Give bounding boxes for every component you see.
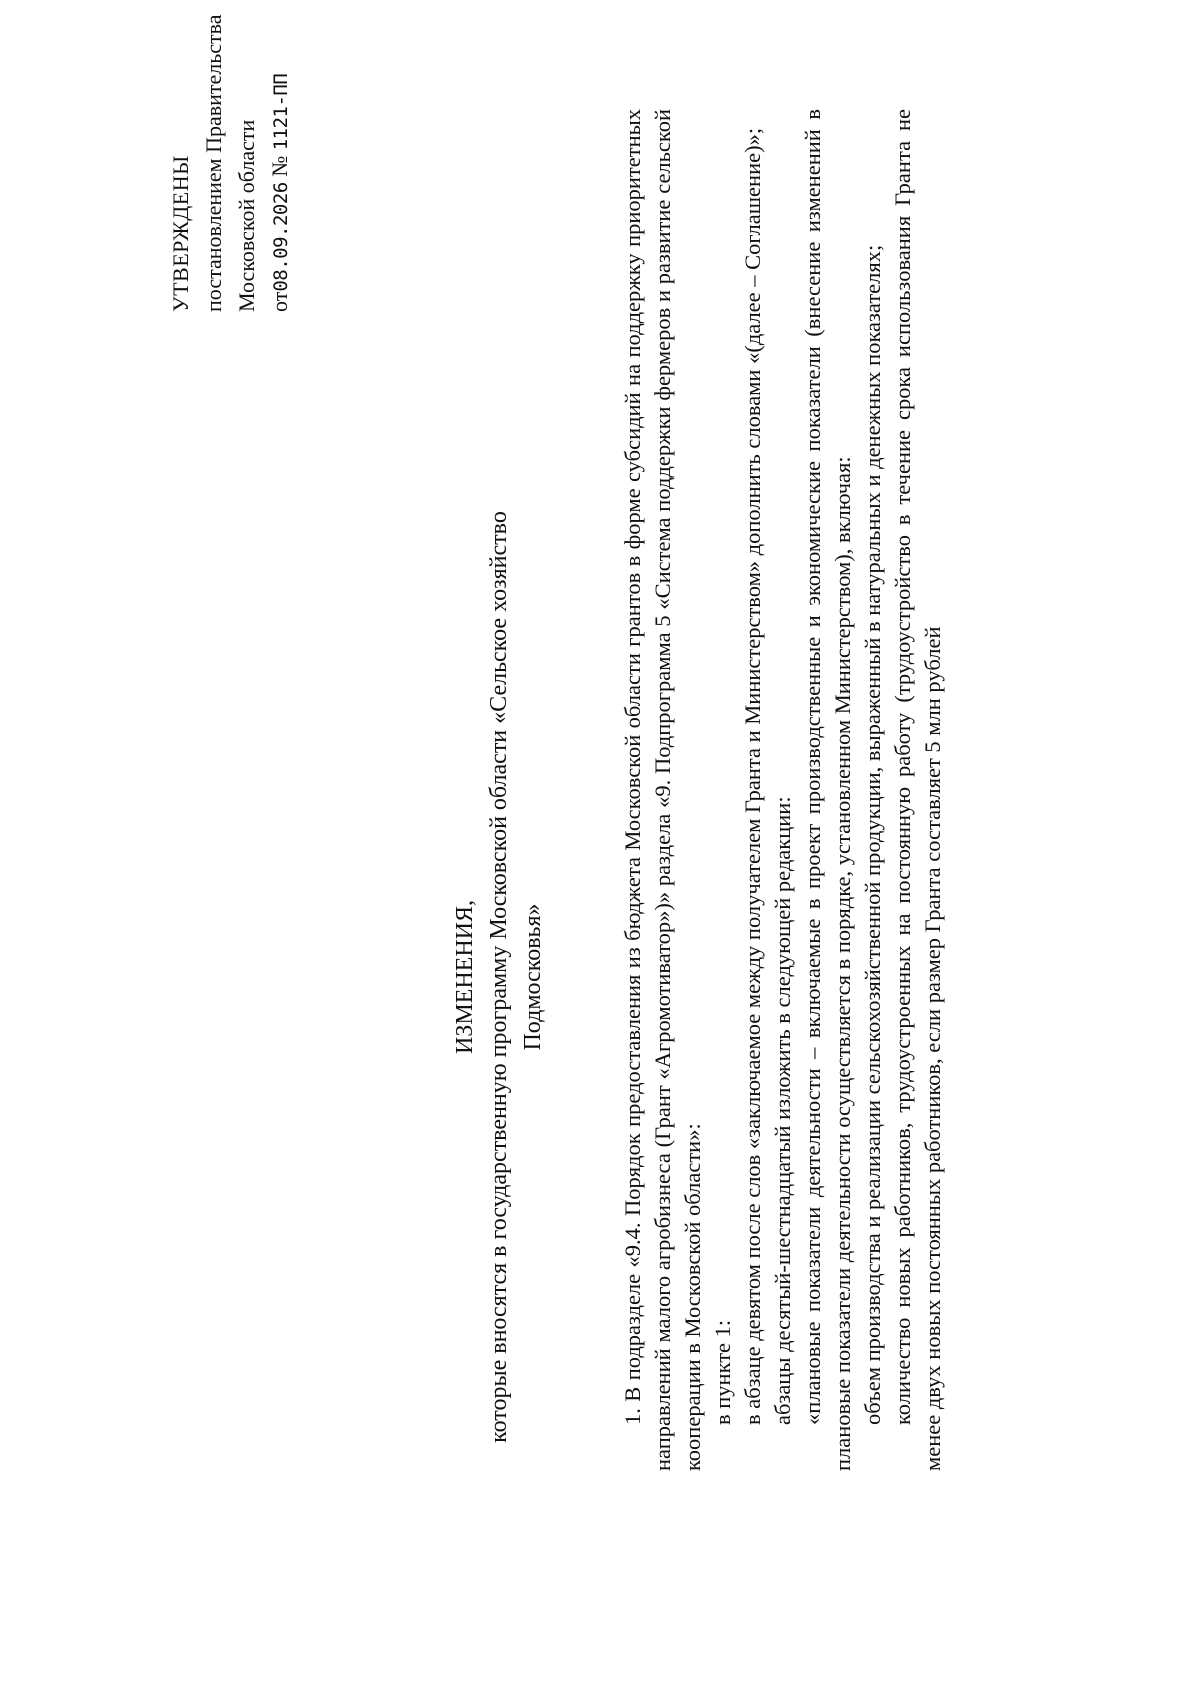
paragraph-1: 1. В подразделе «9.4. Порядок предоставления из бюджета Московской области грантов в форме субсидий на поддержку приоритетных направлений малого агробизнеса (Грант «Агромотиватор»)» раздела «9. Подпрограмма 5 «Система поддержки фермеров и развитие сельской кооперации в Московской области»: — [620, 109, 705, 1471]
approval-line-2: Московской области — [234, 119, 259, 312]
approval-date-line — [263, 12, 298, 312]
approval-number: 1121-ПП — [270, 73, 292, 151]
paragraph-3: в абзаце девятом после слов «заключаемое между получателем Гранта и Министерством» дополнить словами «(далее – Соглашение)»; — [740, 127, 765, 1425]
paragraph-5: «плановые показатели деятельности – включаемые в проект производственные и экономические показатели (внесение изменений в плановые показатели деятельности осуществляется в порядке, установленном Министерством), включая: — [800, 109, 855, 1471]
document-title: ИЗМЕНЕНИЯ, — [452, 899, 478, 1055]
approval-from: от — [267, 291, 292, 312]
document-heading — [448, 477, 550, 1477]
approval-heading: УТВЕРЖДЕНЫ — [168, 155, 193, 312]
approval-number-sign: № — [267, 155, 292, 177]
approval-line-1: постановлением Правительства — [201, 14, 226, 312]
paragraph-4: абзацы десятый-шестнадцатый изложить в следующей редакции: — [770, 796, 795, 1425]
document-subtitle: которые вносятся в государственную программу Московской области «Сельское хозяйство Подмосковья» — [486, 511, 546, 1443]
paragraph-2: в пункте 1: — [710, 1319, 735, 1425]
paragraph-7: количество новых работников, трудоустроенных на постоянную работу (трудоустройство в течение срока использования Гранта не менее двух новых постоянных работников, если размер Гранта составляет 5 млн рублей — [890, 109, 945, 1471]
approval-stamp — [164, 12, 298, 312]
document-body — [618, 109, 948, 1471]
approval-date: 08.09.2026 — [270, 182, 292, 292]
paragraph-6: объем производства и реализации сельскохозяйственной продукции, выраженный в натуральных и денежных показателях; — [860, 244, 885, 1425]
